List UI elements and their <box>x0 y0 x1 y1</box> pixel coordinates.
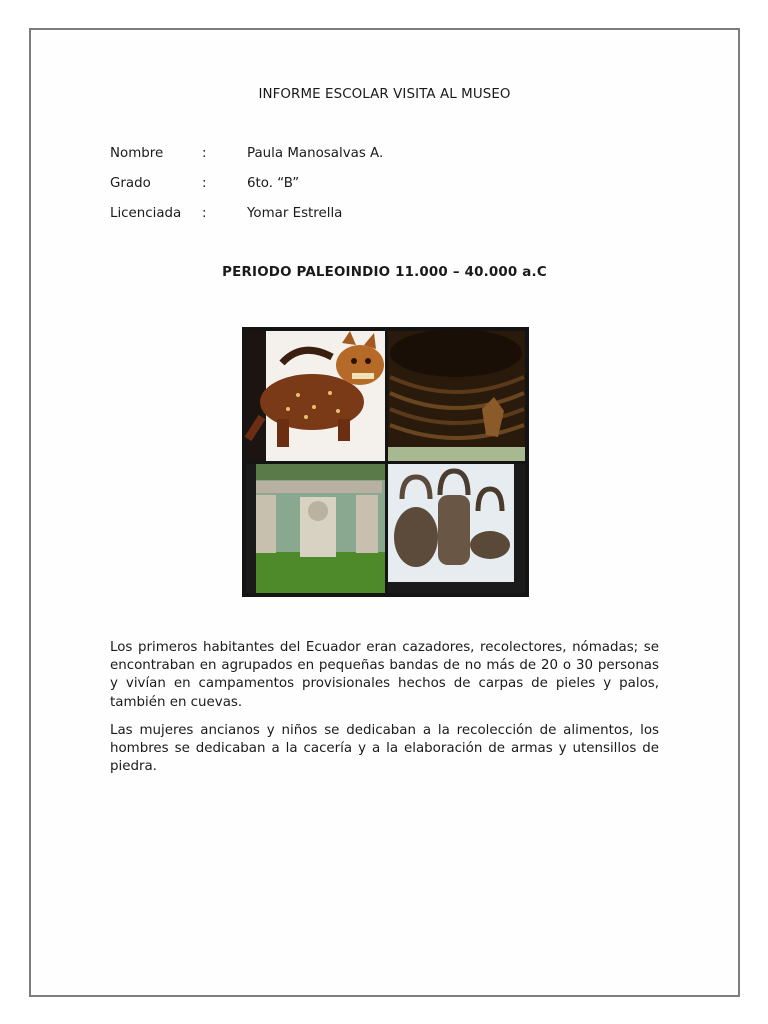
field-separator: : <box>202 146 207 161</box>
field-value: Paula Manosalvas A. <box>247 146 384 161</box>
body-paragraph: Los primeros habitantes del Ecuador eran cazadores, recolectores, nómadas; se encontraban en agrupados en pequeñas bandas de no más de 20 o 30 personas y vivían en campamentos provisionales hechos de carpas de pieles y palos, también en cuevas. <box>110 640 659 710</box>
artifact-collage-image <box>242 327 529 597</box>
field-label: Licenciada <box>110 206 182 221</box>
field-label: Nombre <box>110 146 164 161</box>
field-label: Grado <box>110 176 151 191</box>
document-title: INFORME ESCOLAR VISITA AL MUSEO <box>258 87 511 102</box>
carved-stone-bowl-panel <box>388 329 525 461</box>
period-heading: PERIODO PALEOINDIO 11.000 – 40.000 a.C <box>222 265 547 280</box>
feline-ceramic-vessel-panel <box>246 331 385 461</box>
body-paragraph: Las mujeres ancianos y niños se dedicaban a la recolección de alimentos, los hombres se dedicaban a la cacería y a la elaboración de armas y utensillos de piedra. <box>110 723 659 775</box>
field-value: 6to. “B” <box>247 176 300 191</box>
field-separator: : <box>202 206 207 221</box>
field-value: Yomar Estrella <box>247 206 343 221</box>
stone-statues-panel <box>246 464 385 593</box>
stirrup-spout-vessels-panel <box>388 464 525 593</box>
field-separator: : <box>202 176 207 191</box>
document-page <box>29 28 740 997</box>
